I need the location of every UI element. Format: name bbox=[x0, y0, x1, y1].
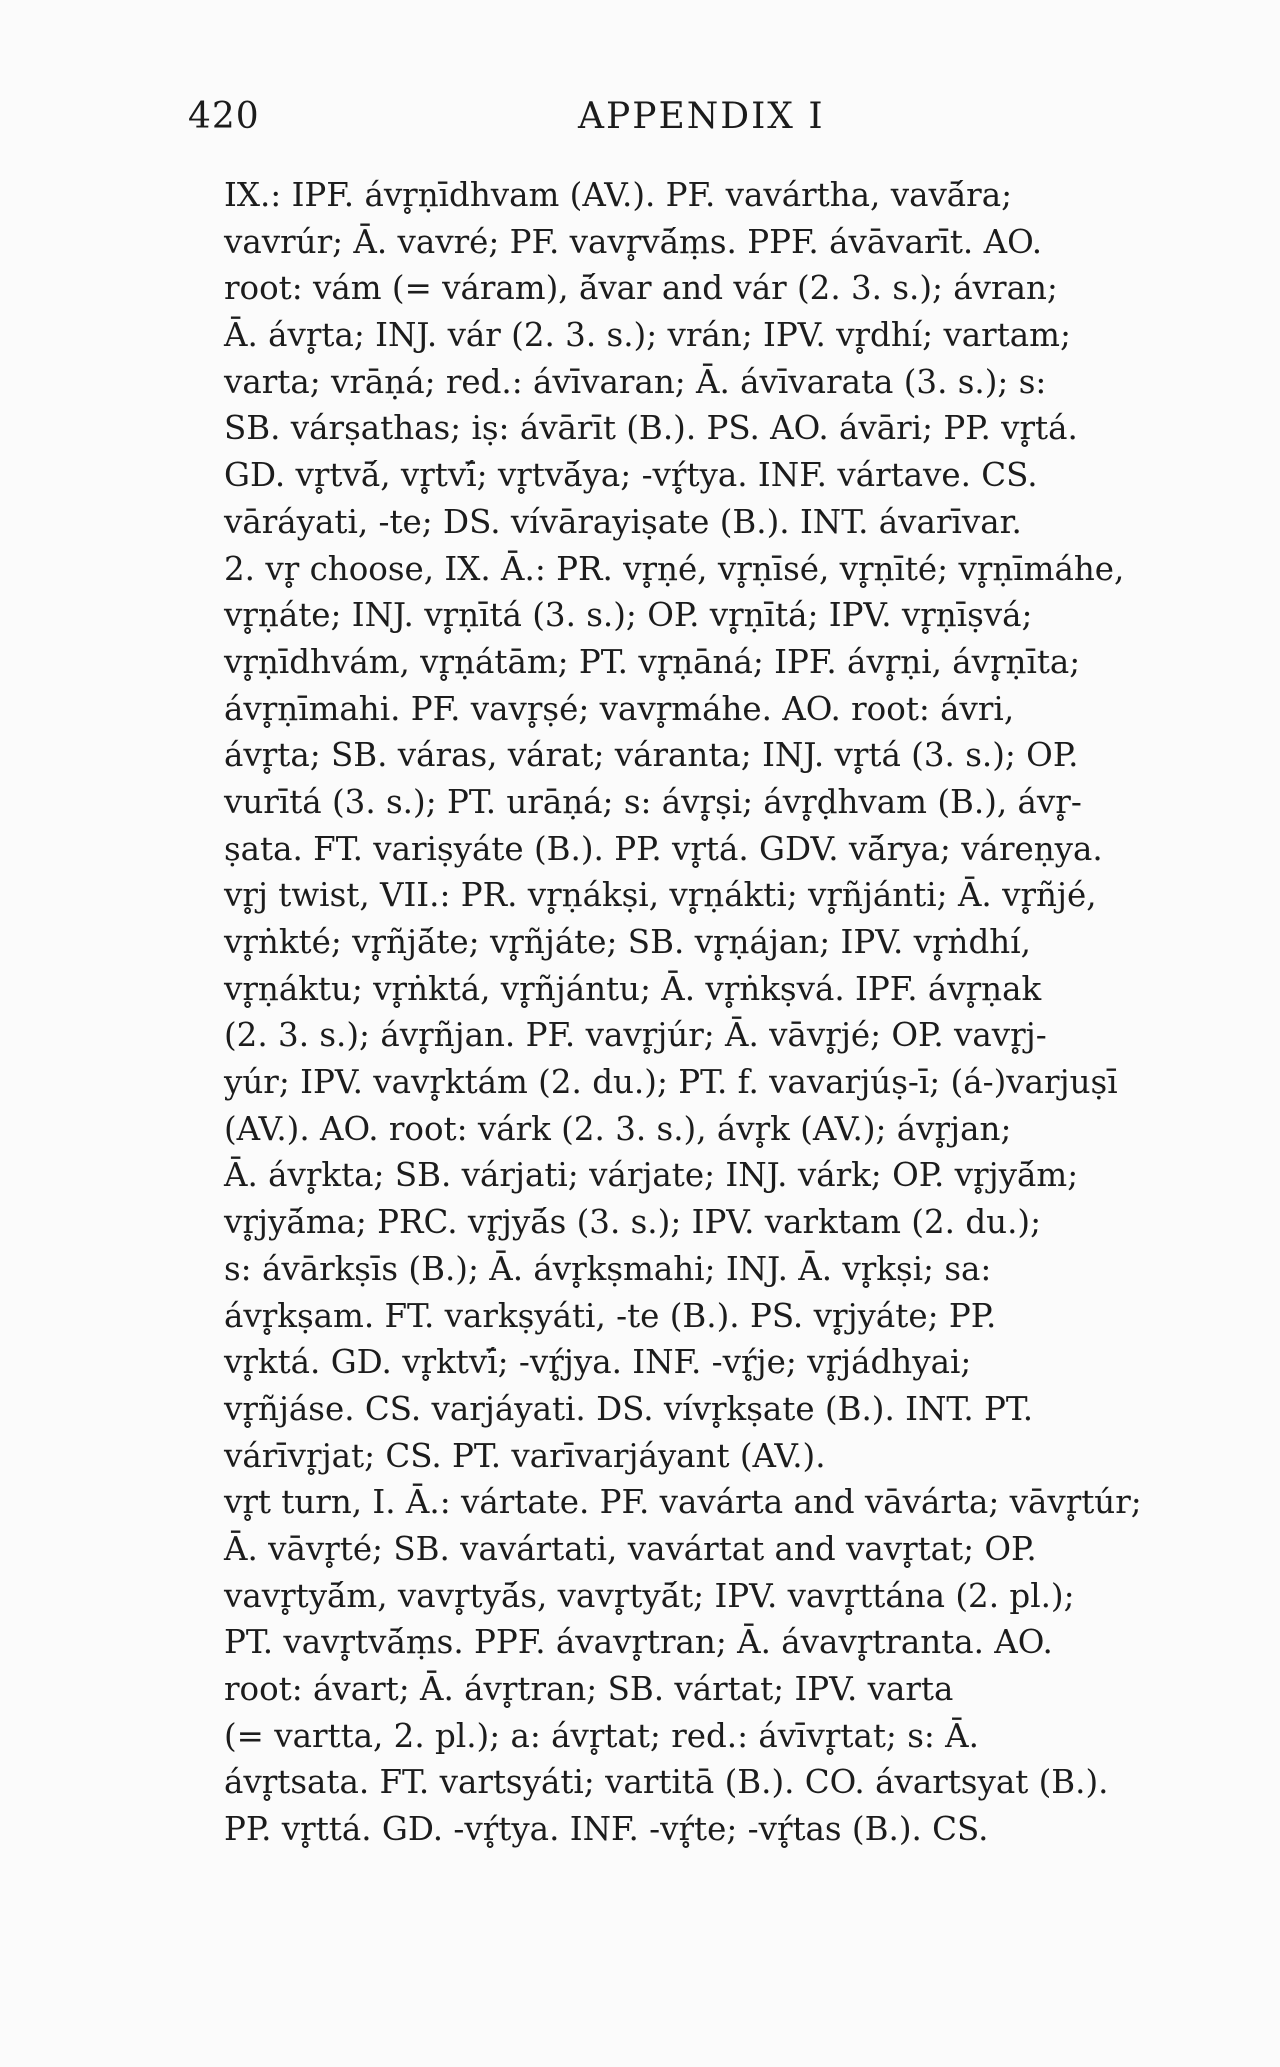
text-line: yúr; IPV. vavr̥ktám (2. du.); PT. f. vavarjúṣ-ī; (á-)varjuṣī bbox=[224, 1063, 1118, 1102]
text-line: 2. vr̥ choose, IX. Ā.: PR. vr̥ṇé, vr̥ṇīsé, vr̥ṇīté; vr̥ṇīmáhe, bbox=[224, 549, 1125, 588]
text-line: vr̥ṇīdhvám, vr̥ṇátām; PT. vr̥ṇāná; IPF. ávr̥ṇi, ávr̥ṇīta; bbox=[224, 642, 1081, 681]
text-line: vavr̥tyā́m, vavr̥tyā́s, vavr̥tyā́t; IPV. vavr̥ttána (2. pl.); bbox=[224, 1576, 1075, 1615]
text-line: SB. várṣathas; iṣ: ávārīt (B.). PS. AO. ávāri; PP. vr̥tá. bbox=[224, 409, 1078, 448]
text-line: Ā. vāvr̥té; SB. vavártati, vavártat and vavr̥tat; OP. bbox=[224, 1529, 1037, 1568]
text-line: (AV.). AO. root: várk (2. 3. s.), ávr̥k (AV.); ávr̥jan; bbox=[224, 1109, 1012, 1148]
text-line: vr̥jyā́ma; PRC. vr̥jyā́s (3. s.); IPV. varktam (2. du.); bbox=[224, 1203, 1042, 1242]
text-line: vr̥ṇáktu; vr̥ṅktá, vr̥ñjántu; Ā. vr̥ṅkṣvá. IPF. ávr̥ṇak bbox=[224, 969, 1042, 1008]
text-line: vr̥ṅkté; vr̥ñjā́te; vr̥ñjáte; SB. vr̥ṇájan; IPV. vr̥ṅdhí, bbox=[224, 923, 1031, 961]
text-line: IX.: IPF. ávr̥ṇīdhvam (AV.). PF. vavártha, vavā́ra; bbox=[224, 176, 1013, 214]
text-line: vurītá (3. s.); PT. urāṇá; s: ávr̥ṣi; ávr̥ḍhvam (B.), ávr̥- bbox=[224, 782, 1082, 821]
text-line: vr̥j twist, VII.: PR. vr̥ṇákṣi, vr̥ṇákti; vr̥ñjánti; Ā. vr̥ñjé, bbox=[224, 876, 1097, 915]
text-line: vr̥ktá. GD. vr̥ktvī́; -vŕ̥jya. INF. -vŕ̥je; vr̥jádhyai; bbox=[224, 1343, 972, 1382]
text-line: Ā. ávr̥kta; SB. várjati; várjate; INJ. várk; OP. vr̥jyā́m; bbox=[224, 1156, 1079, 1195]
text-line: (2. 3. s.); ávr̥ñjan. PF. vavr̥júr; Ā. vāvr̥jé; OP. vavr̥j- bbox=[224, 1016, 1047, 1055]
text-line: PT. vavr̥tvā́ṃs. PPF. ávavr̥tran; Ā. ávavr̥tranta. AO. bbox=[224, 1623, 1053, 1662]
dictionary-text bbox=[224, 172, 1264, 1853]
text-line: vr̥t turn, I. Ā.: vártate. PF. vavárta and vāvárta; vāvr̥túr; bbox=[224, 1483, 1142, 1522]
text-line: várīvr̥jat; CS. PT. varīvarjáyant (AV.). bbox=[224, 1436, 826, 1475]
text-line: root: ávart; Ā. ávr̥tran; SB. vártat; IPV. varta bbox=[224, 1670, 954, 1708]
text-line: ávr̥ṇīmahi. PF. vavr̥ṣé; vavr̥máhe. AO. root: ávri, bbox=[224, 689, 1015, 728]
running-head: APPENDIX I bbox=[578, 96, 825, 137]
text-line: ávr̥ta; SB. váras, várat; váranta; INJ. vr̥tá (3. s.); OP. bbox=[224, 736, 1079, 775]
text-line: PP. vr̥ttá. GD. -vŕ̥tya. INF. -vŕ̥te; -vŕ̥tas (B.). CS. bbox=[224, 1810, 989, 1849]
text-line: vavrúr; Ā. vavré; PF. vavr̥vā́ṃs. PPF. ávāvarīt. AO. bbox=[224, 222, 1043, 261]
text-line: Ā. ávr̥ta; INJ. vár (2. 3. s.); vrán; IPV. vr̥dhí; vartam; bbox=[224, 316, 1071, 355]
text-line: s: ávārkṣīs (B.); Ā. ávr̥kṣmahi; INJ. Ā. vr̥kṣi; sa: bbox=[224, 1249, 992, 1288]
text-line: vr̥ṇáte; INJ. vr̥ṇītá (3. s.); OP. vr̥ṇītá; IPV. vr̥ṇīṣvá; bbox=[224, 596, 1033, 635]
text-line: vr̥ñjáse. CS. varjáyati. DS. vívr̥kṣate (B.). INT. PT. bbox=[224, 1389, 1034, 1428]
text-line: ávr̥tsata. FT. vartsyáti; vartitā (B.). CO. ávartsyat (B.). bbox=[224, 1763, 1109, 1802]
text-line: root: vám (= váram), ā́var and vár (2. 3. s.); ávran; bbox=[224, 269, 1058, 308]
text-line: vāráyati, -te; DS. vívārayiṣate (B.). INT. ávarīvar. bbox=[224, 502, 1022, 541]
text-line: GD. vr̥tvā́, vr̥tvī́; vr̥tvā́ya; -vŕ̥tya. INF. vártave. CS. bbox=[224, 456, 1038, 495]
text-line: (= vartta, 2. pl.); a: ávr̥tat; red.: ávīvr̥tat; s: Ā. bbox=[224, 1716, 979, 1755]
text-line: ávr̥kṣam. FT. varkṣyáti, -te (B.). PS. vr̥jyáte; PP. bbox=[224, 1296, 997, 1335]
text-line: ṣata. FT. variṣyáte (B.). PP. vr̥tá. GDV. vā́rya; váreṇya. bbox=[224, 829, 1103, 868]
text-line: varta; vrāṇá; red.: ávīvaran; Ā. ávīvarata (3. s.); s: bbox=[224, 362, 1047, 401]
page-number: 420 bbox=[188, 96, 260, 137]
